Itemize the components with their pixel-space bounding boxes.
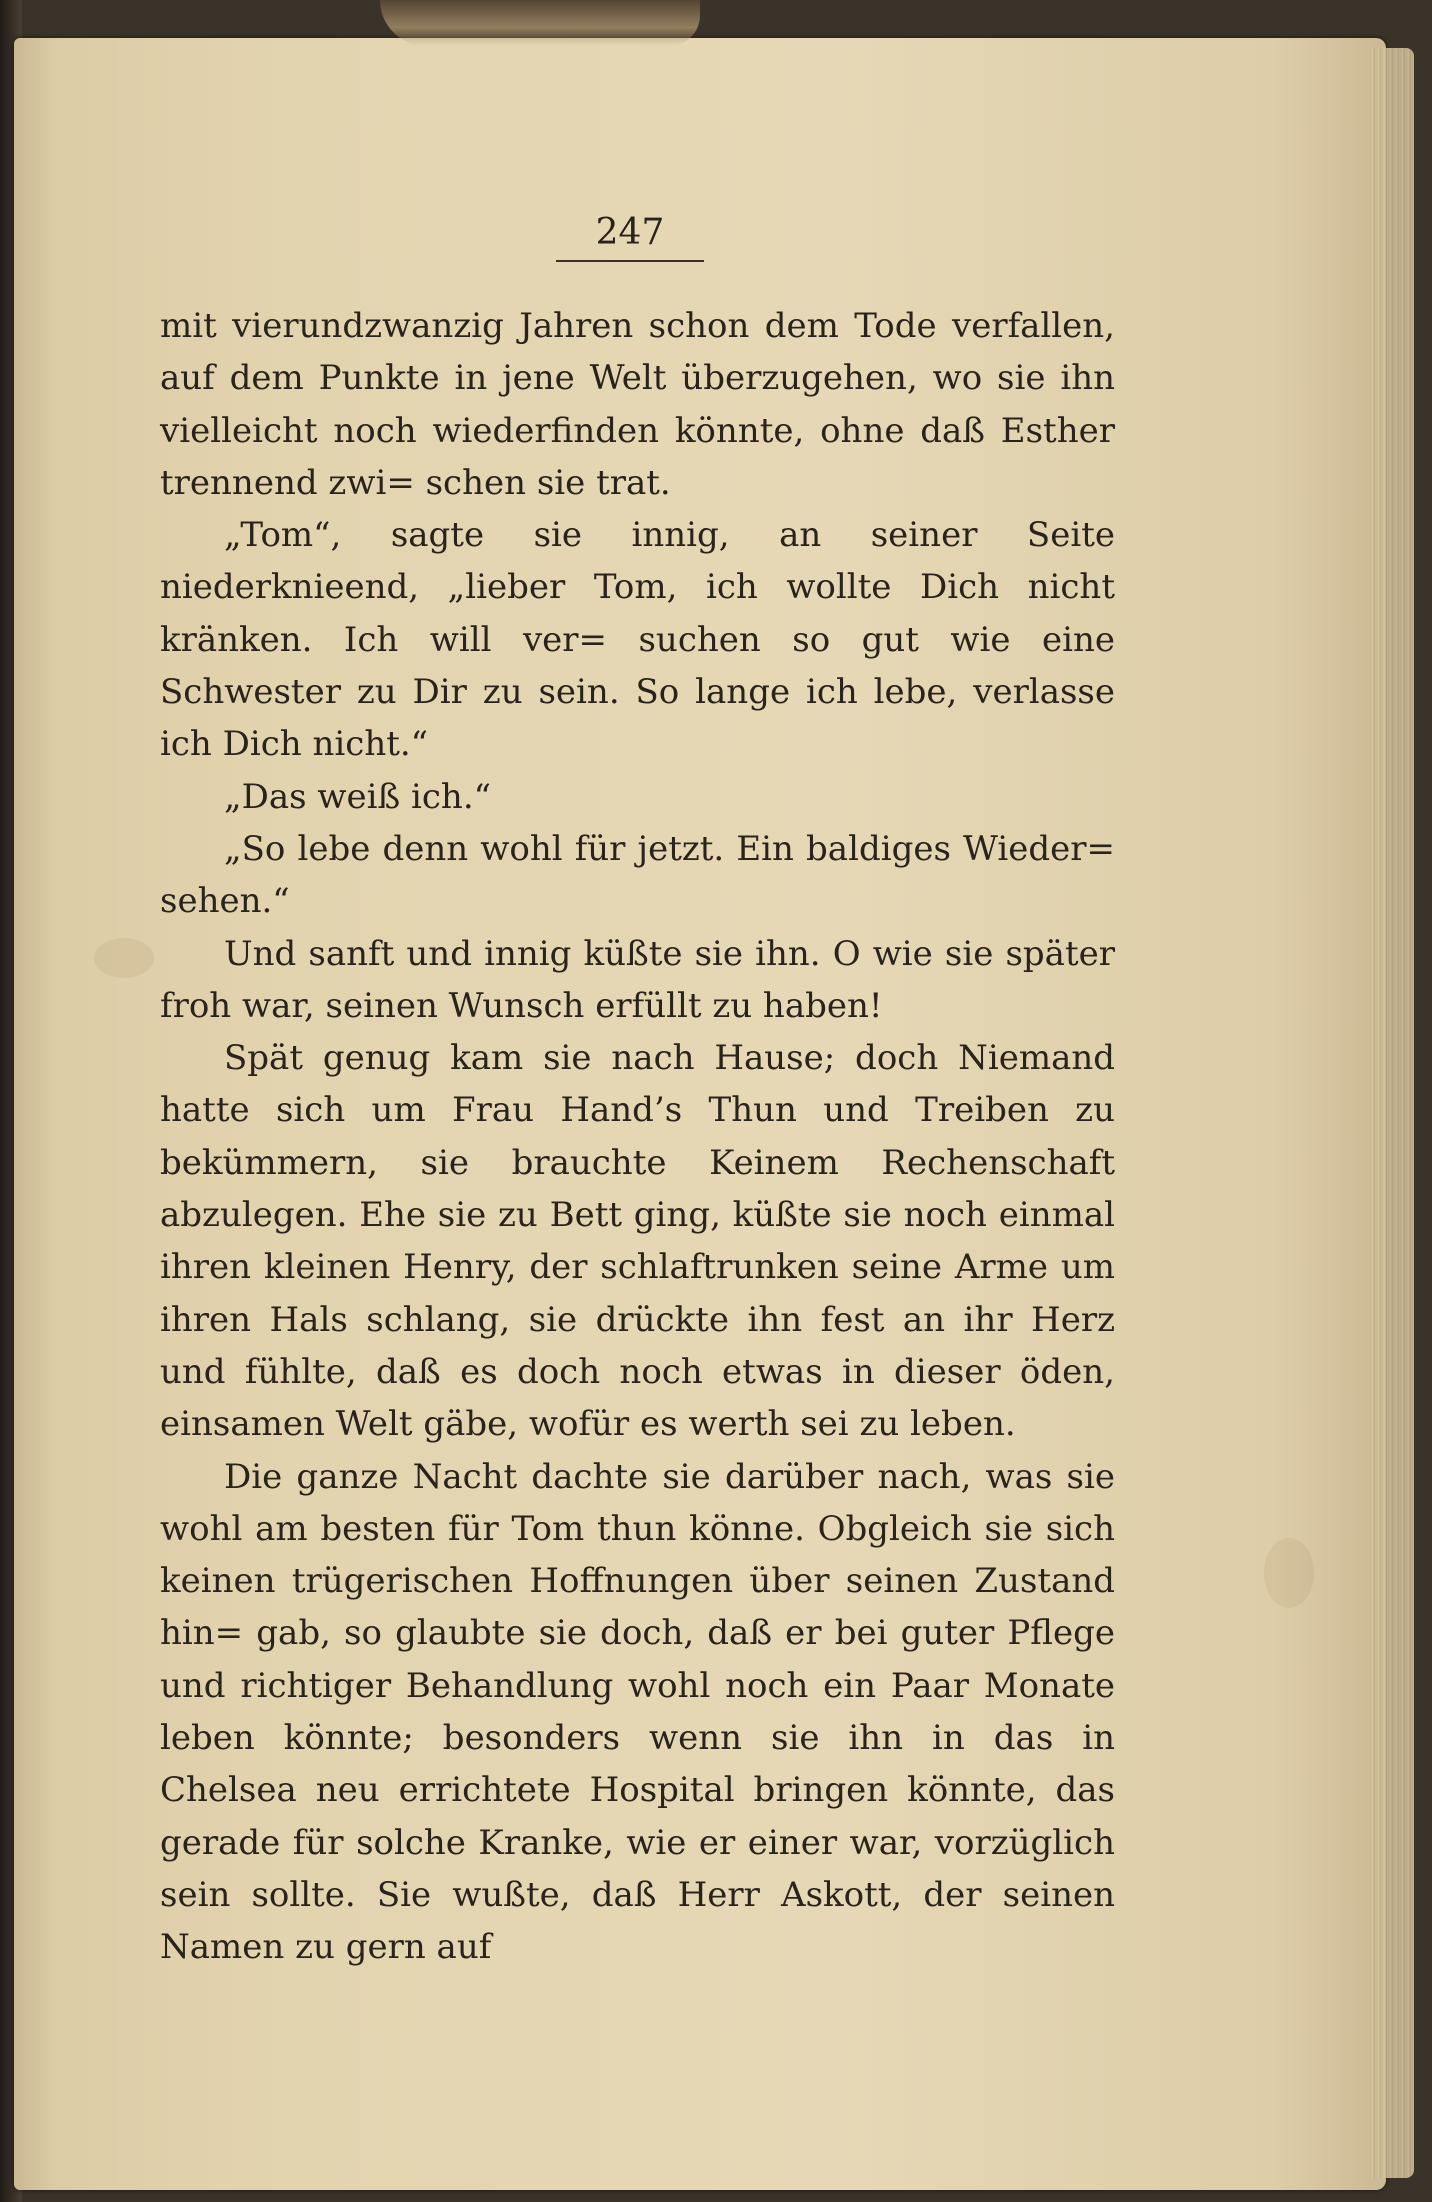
paragraph: „Das weiß ich.“ (224, 776, 492, 817)
torn-page-top (380, 0, 700, 46)
paragraph: Spät genug kam sie nach Hause; doch Niemand hatte sich um Frau Hand’s Thun und Treiben zu bekümmern, sie brauchte Keinem Rechenschaft abzulegen. Ehe sie zu Bett ging, küßte sie noch einmal ihren kleinen Henry, der schlaftrunken seine Arme um ihren Hals schlang, sie drückte ihn fest an ihr Herz und fühlte, daß es doch noch etwas in dieser öden, einsamen Welt gäbe, wofür es werth sei zu leben. (160, 1038, 1115, 1445)
paragraph: mit vierundzwanzig Jahren schon dem Tode verfallen, auf dem Punkte in jene Welt überzugehen, wo sie ihn vielleicht noch wiederfinden könnte, ohne daß Esther trennend zwi= schen sie trat. (160, 306, 1115, 503)
page-number: 247 (595, 212, 665, 253)
page-stack-edge (1370, 48, 1414, 2178)
paragraph: Und sanft und innig küßte sie ihn. O wie sie später froh war, seinen Wunsch erfüllt zu haben! (160, 933, 1115, 1026)
body-text (160, 300, 1115, 1974)
paper-stain (94, 938, 154, 978)
page-number-rule (556, 260, 704, 262)
paragraph: „Tom“, sagte sie innig, an seiner Seite niederknieend, „lieber Tom, ich wollte Dich nicht kränken. Ich will ver= suchen so gut wie eine Schwester zu Dir zu sein. So lange ich lebe, verlasse ich Dich nicht.“ (160, 515, 1115, 765)
paragraph: „So lebe denn wohl für jetzt. Ein baldiges Wieder= sehen.“ (160, 828, 1115, 922)
paper-stain (1264, 1538, 1314, 1608)
paragraph: Die ganze Nacht dachte sie darüber nach, was sie wohl am besten für Tom thun könne. Obgleich sie sich keinen trügerischen Hoffnungen über seinen Zustand hin= gab, so glaubte sie doch, daß er bei guter Pflege und richtiger Behandlung wohl noch ein Paar Monate leben könnte; besonders wenn sie ihn in das in Chelsea neu errichtete Hospital bringen könnte, das gerade für solche Kranke, wie er einer war, vorzüglich sein sollte. Sie wußte, daß Herr Askott, der seinen Namen zu gern auf (160, 1456, 1115, 1968)
